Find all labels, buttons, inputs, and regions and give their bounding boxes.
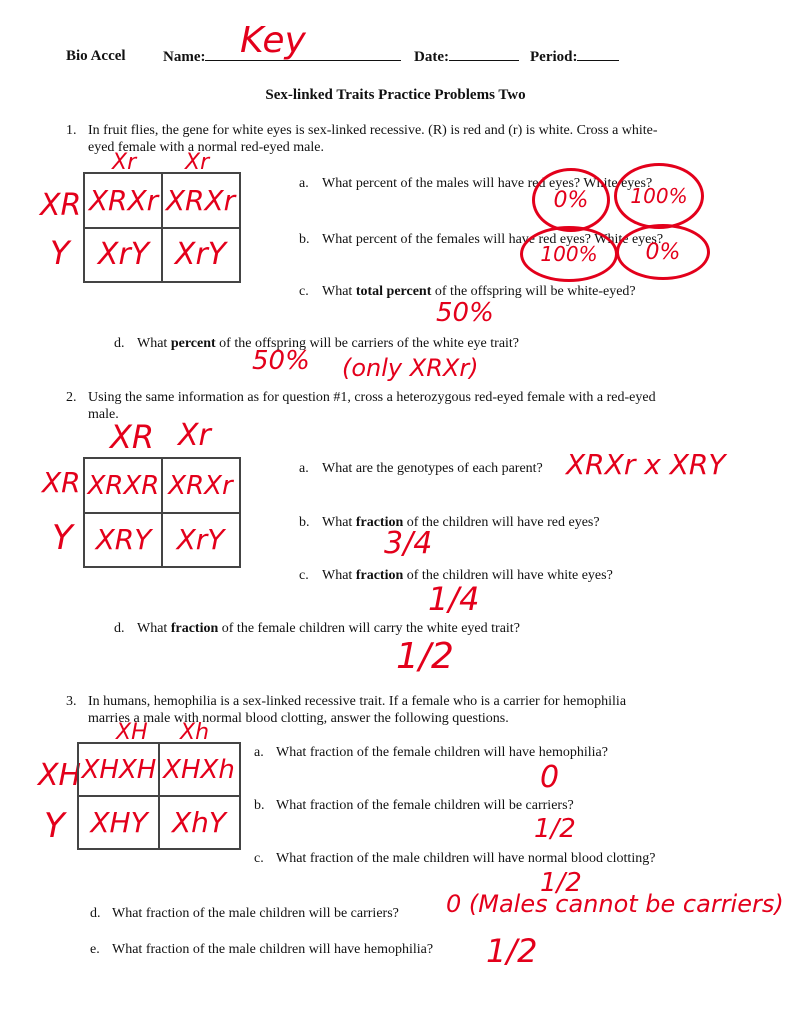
q3e-letter: e. <box>90 942 100 957</box>
q2-number: 2. <box>66 390 77 405</box>
q3b-answer: 1/2 <box>534 814 576 844</box>
q1-cell-2: XRXr <box>165 184 236 218</box>
q1a-letter: a. <box>299 176 309 191</box>
q1-punnett-square <box>83 172 241 283</box>
q1c-letter: c. <box>299 284 309 299</box>
q3-number: 3. <box>66 694 77 709</box>
q3-cell-3: XHY <box>90 805 148 839</box>
q2-punnett-square <box>83 457 241 568</box>
q3e-text: What fraction of the male children will have hemophilia? <box>112 942 434 957</box>
q3-punnett-square <box>77 742 241 850</box>
q3a-answer: 0 <box>540 760 560 795</box>
q3-top-allele-2: Xh <box>180 720 210 745</box>
q1c-text: What total percent of the offspring will be white-eyed? <box>322 284 636 299</box>
q1d-note: (only XRXr) <box>342 354 479 382</box>
q2d-answer: 1/2 <box>396 636 454 677</box>
q3-text-line1: In humans, hemophilia is a sex-linked recessive trait. If a female who is a carrier for hemophilia <box>88 694 627 709</box>
q2-cell-1: XRXR <box>87 470 160 501</box>
q3b-text: What fraction of the female children will be carriers? <box>276 798 574 813</box>
q2-side-allele-1: XR <box>42 466 81 499</box>
q1d-answer: 50% <box>252 346 310 376</box>
page-title: Sex-linked Traits Practice Problems Two <box>265 87 526 103</box>
q3-text-line2: marries a male with normal blood clotting, answer the following questions. <box>88 711 509 726</box>
q1-number: 1. <box>66 123 77 138</box>
q1-top-allele-2: Xr <box>185 150 210 175</box>
period-label: Period: <box>530 48 619 66</box>
q2-top-allele-1: XR <box>110 418 155 456</box>
q3d-text: What fraction of the male children will be carriers? <box>112 906 399 921</box>
q2a-answer: XRXr x XRY <box>566 448 726 481</box>
q2a-text: What are the genotypes of each parent? <box>322 461 543 476</box>
q3-side-allele-1: XH <box>38 758 82 793</box>
q1-side-allele-1: XR <box>40 188 82 223</box>
q1b-text: What percent of the females will have red eyes? White eyes? <box>322 232 664 247</box>
q3-cell-1: XHXH <box>81 755 157 785</box>
q2b-letter: b. <box>299 515 310 530</box>
q2-text-line1: Using the same information as for question #1, cross a heterozygous red-eyed female with a red-eyed <box>88 390 656 405</box>
date-label: Date: <box>414 48 519 66</box>
q3c-letter: c. <box>254 851 264 866</box>
q2d-letter: d. <box>114 621 125 636</box>
q1-side-allele-2: Y <box>50 234 70 272</box>
q3-cell-4: XhY <box>171 805 227 839</box>
q1-cell-1: XRXr <box>88 184 159 218</box>
q1-cell-3: XrY <box>97 236 150 272</box>
q2a-letter: a. <box>299 461 309 476</box>
q2-cell-3: XRY <box>95 522 152 556</box>
q1a-answer-2: 100% <box>614 163 704 229</box>
q1-text-line2: eyed female with a normal red-eyed male. <box>88 140 324 155</box>
q1c-answer: 50% <box>436 298 494 328</box>
q2-side-allele-2: Y <box>52 518 73 558</box>
q1a-answer-1: 0% <box>532 168 610 232</box>
q1-top-allele-1: Xr <box>112 150 137 175</box>
q1-text-line1: In fruit flies, the gene for white eyes is sex-linked recessive. (R) is red and (r) is white. Cross a white- <box>88 123 658 138</box>
q2-cell-2: XRXr <box>168 470 233 501</box>
q2b-text: What fraction of the children will have red eyes? <box>322 515 600 530</box>
q2c-answer: 1/4 <box>428 580 480 618</box>
q1-cell-4: XrY <box>174 236 227 272</box>
q3a-letter: a. <box>254 745 264 760</box>
q2d-text: What fraction of the female children will carry the white eyed trait? <box>137 621 520 636</box>
q2-text-line2: male. <box>88 407 119 422</box>
q3c-text: What fraction of the male children will have normal blood clotting? <box>276 851 656 866</box>
q3d-letter: d. <box>90 906 101 921</box>
q1d-text: What percent of the offspring will be carriers of the white eye trait? <box>137 336 520 351</box>
q1b-letter: b. <box>299 232 310 247</box>
q1b-answer-2: 0% <box>616 224 710 280</box>
q2-top-allele-2: Xr <box>178 418 211 453</box>
q1a-text: What percent of the males will have red eyes? White eyes? <box>322 176 653 191</box>
name-value: Key <box>240 20 306 61</box>
q1d-letter: d. <box>114 336 125 351</box>
q3-side-allele-2: Y <box>44 806 65 846</box>
q2c-text: What fraction of the children will have white eyes? <box>322 568 613 583</box>
q3b-letter: b. <box>254 798 265 813</box>
q3-cell-2: XHXh <box>163 755 235 785</box>
course-label: Bio Accel <box>66 48 126 64</box>
q3c-answer: 1/2 <box>540 868 582 898</box>
q3a-text: What fraction of the female children will have hemophilia? <box>276 745 608 760</box>
q2b-answer: 3/4 <box>384 526 433 561</box>
q2c-letter: c. <box>299 568 309 583</box>
q3-top-allele-1: XH <box>116 720 148 745</box>
q3d-answer: 0 (Males cannot be carriers) <box>446 890 784 918</box>
q3e-answer: 1/2 <box>486 932 538 970</box>
q1b-answer-1: 100% <box>520 226 618 282</box>
name-label: Name: <box>163 48 401 66</box>
q2-cell-4: XrY <box>176 522 225 556</box>
